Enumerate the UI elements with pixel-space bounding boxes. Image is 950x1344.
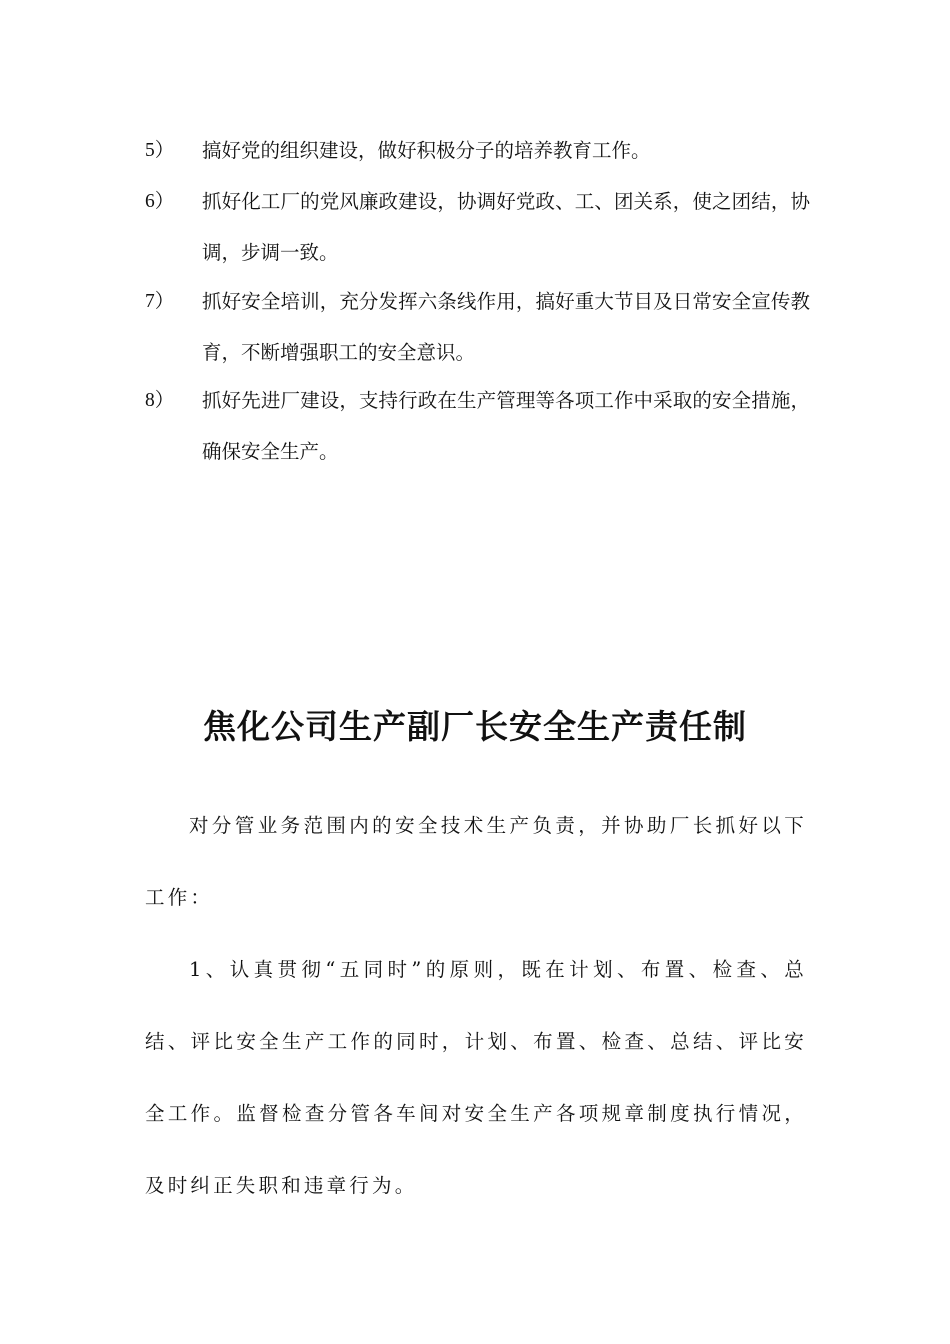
- item-1-paragraph: 1、认真贯彻“五同时”的原则，既在计划、布置、检查、总结、评比安全生产工作的同时，计划、布置、检查、总结、评比安全工作。监督检查分管各车间对安全生产各项规章制度执行情况，及时纠正失职和违章行为。: [145, 958, 807, 1197]
- list-item-6: [145, 176, 810, 278]
- list-number: 5）: [145, 140, 175, 161]
- list-item-8: [145, 375, 810, 477]
- intro-paragraph: 对分管业务范围内的安全技术生产负责，并协助厂长抓好以下工作：: [145, 814, 807, 909]
- list-text: 抓好先进厂建设，支持行政在生产管理等各项工作中采取的安全措施，确保安全生产。: [202, 389, 810, 463]
- list-item-5: [145, 125, 810, 176]
- section-title: 焦化公司生产副厂长安全生产责任制: [203, 707, 747, 746]
- list-number: 7）: [145, 291, 175, 312]
- list-item-7: [145, 276, 810, 378]
- list-number: 8）: [145, 390, 175, 411]
- list-number: 6）: [145, 191, 175, 212]
- list-text: 抓好安全培训，充分发挥六条线作用，搞好重大节目及日常安全宣传教育，不断增强职工的安全意识。: [202, 290, 810, 364]
- list-text: 抓好化工厂的党风廉政建设，协调好党政、工、团关系，使之团结，协调，步调一致。: [202, 190, 810, 264]
- list-text: 搞好党的组织建设，做好积极分子的培养教育工作。: [202, 139, 651, 162]
